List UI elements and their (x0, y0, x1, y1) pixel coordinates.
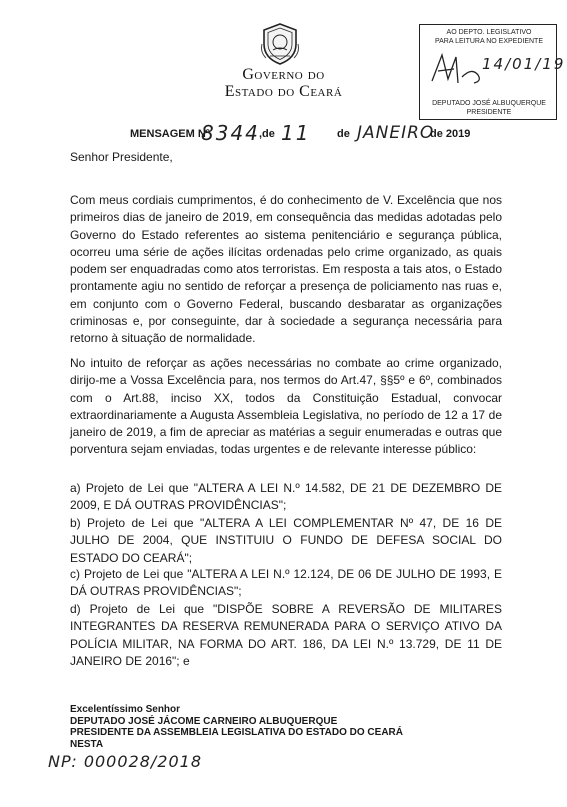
stamp-line1: AO DEPTO. LEGISLATIVO (446, 29, 532, 36)
message-de-1: ,de (259, 128, 275, 140)
message-number-line (0, 121, 567, 145)
stamp-signature-icon (428, 49, 488, 89)
message-month: JANEIRO (357, 123, 435, 143)
message-label: MENSAGEM Nº (130, 128, 210, 140)
stamp-line2: PARA LEITURA NO EXPEDIENTE (434, 38, 543, 45)
stamp-handwritten-date: 14/01/19 (482, 55, 566, 73)
message-de-2: de (337, 128, 350, 140)
message-number: 8344 (201, 121, 260, 145)
message-day: 11 (281, 121, 311, 145)
addressee-line2: DEPUTADO JOSÉ JÁCOME CARNEIRO ALBUQUERQUE (70, 715, 338, 727)
bill-item-b: b) Projeto de Lei que "ALTERA A LEI COMPLEMENTAR Nº 47, DE 16 DE JULHO DE 2004, QUE INSTITUIU O FUNDO DE DEFESA SOCIAL DO ESTADO DO CEARÁ"; (70, 516, 502, 565)
government-name-line2: Estado do Ceará (224, 83, 343, 100)
bill-item-c: c) Projeto de Lei que "ALTERA A LEI N.º 12.124, DE 06 DE JULHO DE 1993, E DÁ OUTRAS PROVIDÊNCIAS"; (70, 567, 502, 599)
protocol-number: NP: 000028/2018 (48, 752, 202, 771)
government-name-line1: Governo do (242, 66, 325, 83)
addressee-line3: PRESIDENTE DA ASSEMBLEIA LEGISLATIVA DO ESTADO DO CEARÁ (70, 727, 403, 738)
receipt-stamp (419, 24, 566, 120)
addressee-line1: Excelentíssimo Senhor (70, 704, 181, 715)
bill-item-d: d) Projeto de Lei que "DISPÕE SOBRE A REVERSÃO DE MILITARES INTEGRANTES DA RESERVA REMUNERADA PARA O SERVIÇO ATIVO DA POLÍCIA MILITAR, NA FORMA DO ART. 186, DA LEI N.º 13.729, DE 11 DE JANEIRO DE 2016"; e (70, 602, 502, 668)
addressee-block (70, 704, 403, 750)
salutation: Senhor Presidente, (70, 150, 173, 164)
stamp-line3: DEPUTADO JOSÉ ALBUQUERQUE (432, 100, 546, 107)
body-paragraph-1: Com meus cordiais cumprimentos, é do conhecimento de V. Excelência que nos primeiros dias de janeiro de 2019, em consequência das medidas adotadas pelo Governo do Estado referentes ao sistema penitenciário e segurança pública, ocorreu uma série de ações ilícitas ordenadas pelo crime organizado, as quais podem ser enquadradas como atos terroristas. Em resposta a tais atos, o Estado prontamente agiu no sentido de reforçar a presença de policiamento nas ruas e, em conjunto com o Governo Federal, buscando desbaratar as organizações criminosas e, por conseguinte, dar à sociedade a segurança necessária para retorno à situação de normalidade. (70, 193, 502, 346)
message-year: de 2019 (430, 128, 471, 140)
body-paragraph-2: No intuito de reforçar as ações necessárias no combate ao crime organizado, dirijo-me a Vossa Excelência para, nos termos do Art.47, §§5º e 6º, combinados com o Art.88, inciso XX, todos da Constituição Estadual, convocar extraordinariamente a Augusta Assembleia Legislativa, no período de 12 a 17 de janeiro de 2019, a fim de apreciar as matérias a seguir enumeradas e outras que porventura sejam enviadas, todas urgentes e de relevante interesse público: (70, 356, 502, 457)
bill-item-a: a) Projeto de Lei que "ALTERA A LEI N.º 14.582, DE 21 DE DEZEMBRO DE 2009, E DÁ OUTRAS PROVIDÊNCIAS"; (70, 481, 502, 513)
state-coat-of-arms-icon (258, 22, 302, 66)
addressee-line4: NESTA (70, 738, 104, 750)
stamp-line4: PRESIDENTE (466, 109, 512, 116)
